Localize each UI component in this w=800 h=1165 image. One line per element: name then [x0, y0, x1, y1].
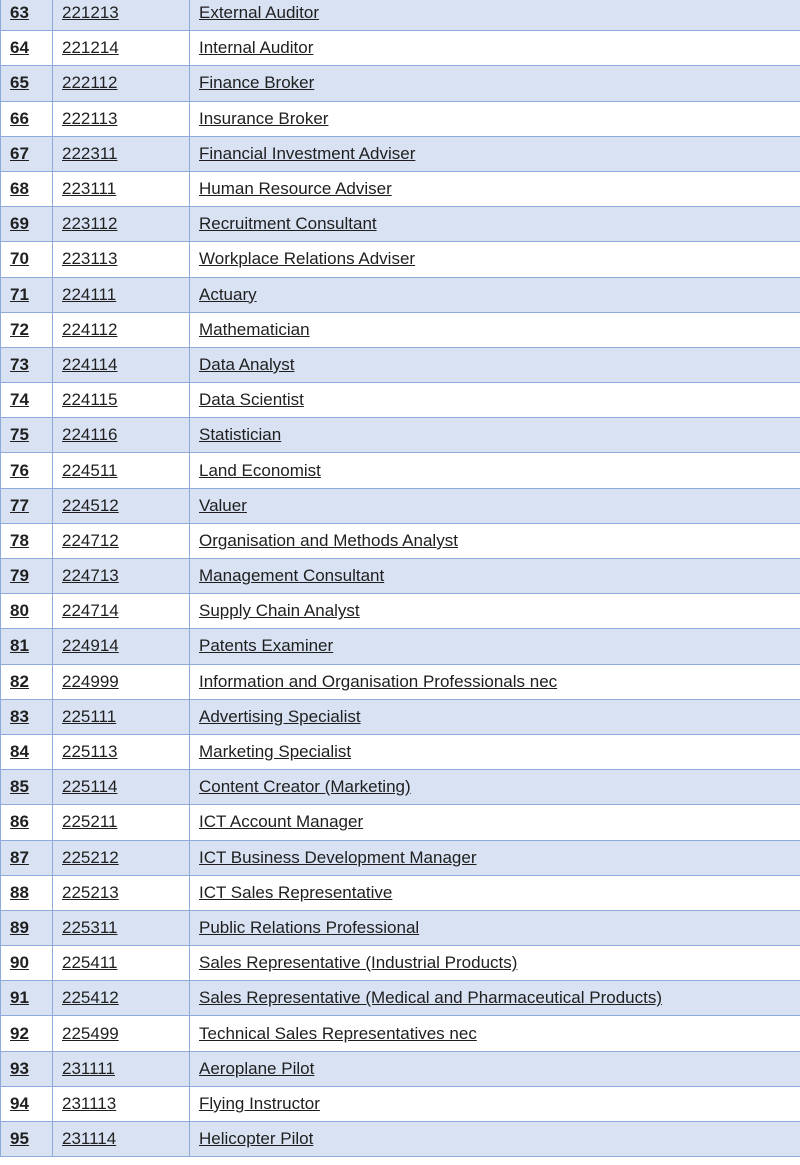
occupation-code-link[interactable]: 225111 — [62, 706, 117, 726]
table-row — [1, 136, 800, 171]
row-number-cell — [1, 453, 53, 488]
occupation-code-link[interactable]: 224112 — [62, 319, 118, 339]
occupation-name-link[interactable]: Organisation and Methods Analyst — [199, 530, 458, 550]
occupation-name-link[interactable]: Flying Instructor — [199, 1093, 320, 1113]
table-row — [1, 0, 800, 31]
row-number-link[interactable]: 75 — [10, 425, 29, 445]
row-number-cell — [1, 347, 53, 382]
occupation-code-link[interactable]: 231114 — [62, 1129, 117, 1149]
row-number-cell — [1, 312, 53, 347]
row-number-link[interactable]: 71 — [10, 284, 29, 304]
occupation-code-link[interactable]: 225311 — [62, 917, 118, 937]
occupation-name-cell — [190, 734, 800, 769]
row-number-cell — [1, 594, 53, 629]
occupation-code-link[interactable]: 224115 — [62, 390, 118, 410]
occupation-name-cell — [190, 312, 800, 347]
row-number-link[interactable]: 78 — [10, 530, 29, 550]
occupation-name-link[interactable]: Financial Investment Adviser — [199, 143, 416, 163]
table-row — [1, 418, 800, 453]
table-row — [1, 171, 800, 206]
row-number-cell — [1, 171, 53, 206]
row-number-link[interactable]: 69 — [10, 214, 29, 234]
table-row — [1, 910, 800, 945]
occupation-code-link[interactable]: 221213 — [62, 3, 119, 23]
row-number-cell — [1, 31, 53, 66]
occupation-name-cell — [190, 699, 800, 734]
occupation-name-cell — [190, 594, 800, 629]
occupation-name-link[interactable]: Workplace Relations Adviser — [199, 249, 416, 269]
occupation-name-cell — [190, 523, 800, 558]
row-number-link[interactable]: 64 — [10, 38, 29, 58]
row-number-link[interactable]: 90 — [10, 953, 29, 973]
occupation-code-link[interactable]: 225212 — [62, 847, 119, 867]
occupation-code-cell — [53, 523, 190, 558]
table-row — [1, 946, 800, 981]
occupation-code-link[interactable]: 225213 — [62, 882, 119, 902]
row-number-link[interactable]: 77 — [10, 495, 29, 515]
row-number-link[interactable]: 82 — [10, 671, 29, 691]
table-row — [1, 347, 800, 382]
table-row — [1, 770, 800, 805]
occupation-name-link[interactable]: Mathematician — [199, 319, 310, 339]
table-row — [1, 664, 800, 699]
occupation-code-link[interactable]: 223113 — [62, 249, 118, 269]
occupation-name-cell — [190, 207, 800, 242]
occupation-name-link[interactable]: Land Economist — [199, 460, 321, 480]
row-number-link[interactable]: 94 — [10, 1093, 29, 1113]
table-row — [1, 31, 800, 66]
row-number-cell — [1, 383, 53, 418]
occupation-name-link[interactable]: Insurance Broker — [199, 108, 329, 128]
occupation-code-link[interactable]: 224116 — [62, 425, 118, 445]
occupation-name-cell — [190, 136, 800, 171]
row-number-cell — [1, 910, 53, 945]
row-number-link[interactable]: 84 — [10, 742, 29, 762]
occupation-name-link[interactable]: Data Scientist — [199, 390, 304, 410]
occupation-name-link[interactable]: External Auditor — [199, 3, 320, 23]
occupation-code-cell — [53, 101, 190, 136]
occupation-code-cell — [53, 347, 190, 382]
occupation-code-cell — [53, 488, 190, 523]
occupation-code-link[interactable]: 224114 — [62, 354, 118, 374]
occupation-code-link[interactable]: 224713 — [62, 566, 119, 586]
occupation-name-cell — [190, 910, 800, 945]
row-number-link[interactable]: 73 — [10, 354, 29, 374]
occupation-name-cell — [190, 1122, 800, 1157]
occupation-code-cell — [53, 699, 190, 734]
occupation-name-cell — [190, 31, 800, 66]
occupation-code-cell — [53, 31, 190, 66]
occupation-name-cell — [190, 0, 800, 31]
occupation-name-link[interactable]: ICT Business Development Manager — [199, 847, 477, 867]
occupation-code-cell — [53, 312, 190, 347]
occupation-code-cell — [53, 66, 190, 101]
occupation-name-cell — [190, 418, 800, 453]
occupation-name-link[interactable]: Helicopter Pilot — [199, 1129, 314, 1149]
occupation-name-cell — [190, 981, 800, 1016]
occupation-name-cell — [190, 875, 800, 910]
occupation-code-link[interactable]: 222311 — [62, 143, 118, 163]
row-number-link[interactable]: 86 — [10, 812, 29, 832]
occupation-name-link[interactable]: Information and Organisation Professionals nec — [199, 671, 558, 691]
occupation-name-link[interactable]: Human Resource Adviser — [199, 179, 392, 199]
table-row — [1, 981, 800, 1016]
occupation-code-cell — [53, 453, 190, 488]
row-number-link[interactable]: 88 — [10, 882, 29, 902]
occupation-code-cell — [53, 1016, 190, 1051]
occupation-code-cell — [53, 629, 190, 664]
row-number-link[interactable]: 76 — [10, 460, 29, 480]
row-number-cell — [1, 1086, 53, 1121]
table-row — [1, 1016, 800, 1051]
row-number-cell — [1, 946, 53, 981]
occupation-code-cell — [53, 171, 190, 206]
table-row — [1, 805, 800, 840]
occupation-code-cell — [53, 559, 190, 594]
occupation-code-link[interactable]: 223111 — [62, 179, 117, 199]
row-number-cell — [1, 523, 53, 558]
occupation-name-link[interactable]: Actuary — [199, 284, 257, 304]
occupation-code-link[interactable]: 231111 — [62, 1058, 115, 1078]
occupation-code-cell — [53, 1122, 190, 1157]
occupation-name-cell — [190, 770, 800, 805]
occupation-name-link[interactable]: Sales Representative (Industrial Products) — [199, 953, 518, 973]
occupation-name-cell — [190, 946, 800, 981]
row-number-cell — [1, 207, 53, 242]
table-row — [1, 101, 800, 136]
occupation-code-link[interactable]: 224999 — [62, 671, 119, 691]
occupation-code-cell — [53, 875, 190, 910]
row-number-cell — [1, 1016, 53, 1051]
table-row — [1, 559, 800, 594]
row-number-link[interactable]: 87 — [10, 847, 29, 867]
occupation-code-link[interactable]: 224511 — [62, 460, 118, 480]
occupation-code-link[interactable]: 225499 — [62, 1023, 119, 1043]
table-row — [1, 734, 800, 769]
occupation-name-link[interactable]: Advertising Specialist — [199, 706, 361, 726]
row-number-link[interactable]: 68 — [10, 179, 29, 199]
row-number-cell — [1, 629, 53, 664]
occupation-name-link[interactable]: ICT Account Manager — [199, 812, 364, 832]
occupation-code-cell — [53, 242, 190, 277]
occupation-name-cell — [190, 840, 800, 875]
occupation-name-cell — [190, 1051, 800, 1086]
row-number-cell — [1, 559, 53, 594]
row-number-link[interactable]: 95 — [10, 1129, 29, 1149]
table-row — [1, 594, 800, 629]
table-row — [1, 453, 800, 488]
occupation-code-link[interactable]: 231113 — [62, 1093, 117, 1113]
row-number-link[interactable]: 74 — [10, 390, 29, 410]
table-row — [1, 1122, 800, 1157]
row-number-cell — [1, 1122, 53, 1157]
row-number-cell — [1, 242, 53, 277]
occupation-code-cell — [53, 664, 190, 699]
table-row — [1, 523, 800, 558]
table-row — [1, 1086, 800, 1121]
row-number-link[interactable]: 67 — [10, 143, 29, 163]
occupation-name-cell — [190, 1086, 800, 1121]
row-number-cell — [1, 66, 53, 101]
occupation-name-link[interactable]: Content Creator (Marketing) — [199, 777, 411, 797]
occupation-name-cell — [190, 559, 800, 594]
table-row — [1, 383, 800, 418]
occupation-code-link[interactable]: 221214 — [62, 38, 119, 58]
occupation-code-cell — [53, 594, 190, 629]
row-number-cell — [1, 805, 53, 840]
occupation-name-link[interactable]: Recruitment Consultant — [199, 214, 377, 234]
table-row — [1, 66, 800, 101]
occupation-name-cell — [190, 101, 800, 136]
occupation-name-cell — [190, 171, 800, 206]
occupation-name-cell — [190, 453, 800, 488]
occupation-name-link[interactable]: Aeroplane Pilot — [199, 1058, 315, 1078]
row-number-link[interactable]: 81 — [10, 636, 29, 656]
table-row — [1, 207, 800, 242]
occupation-code-cell — [53, 770, 190, 805]
row-number-link[interactable]: 92 — [10, 1023, 29, 1043]
occupation-name-cell — [190, 805, 800, 840]
occupation-name-link[interactable]: ICT Sales Representative — [199, 882, 393, 902]
occupation-code-cell — [53, 910, 190, 945]
occupation-code-cell — [53, 981, 190, 1016]
occupation-name-cell — [190, 277, 800, 312]
occupation-name-link[interactable]: Sales Representative (Medical and Pharmaceutical Products) — [199, 988, 663, 1008]
row-number-cell — [1, 734, 53, 769]
row-number-cell — [1, 664, 53, 699]
occupation-name-cell — [190, 242, 800, 277]
occupation-name-cell — [190, 488, 800, 523]
occupation-code-cell — [53, 734, 190, 769]
row-number-cell — [1, 699, 53, 734]
row-number-cell — [1, 1051, 53, 1086]
occupation-name-link[interactable]: Internal Auditor — [199, 38, 314, 58]
occupation-code-link[interactable]: 224914 — [62, 636, 119, 656]
row-number-link[interactable]: 72 — [10, 319, 29, 339]
occupation-code-cell — [53, 1051, 190, 1086]
occupation-code-link[interactable]: 222112 — [62, 73, 118, 93]
occupation-code-link[interactable]: 222113 — [62, 108, 118, 128]
row-number-link[interactable]: 79 — [10, 566, 29, 586]
row-number-cell — [1, 101, 53, 136]
row-number-cell — [1, 875, 53, 910]
occupation-name-link[interactable]: Valuer — [199, 495, 247, 515]
table-row — [1, 699, 800, 734]
row-number-cell — [1, 0, 53, 31]
occupation-name-link[interactable]: Management Consultant — [199, 566, 385, 586]
table-row — [1, 312, 800, 347]
occupation-code-link[interactable]: 223112 — [62, 214, 118, 234]
occupation-name-cell — [190, 1016, 800, 1051]
occupation-code-cell — [53, 840, 190, 875]
occupation-name-link[interactable]: Data Analyst — [199, 354, 295, 374]
occupation-code-link[interactable]: 224111 — [62, 284, 117, 304]
row-number-link[interactable]: 85 — [10, 777, 29, 797]
row-number-cell — [1, 136, 53, 171]
occupation-code-cell — [53, 207, 190, 242]
row-number-cell — [1, 488, 53, 523]
table-row — [1, 1051, 800, 1086]
row-number-link[interactable]: 91 — [10, 988, 29, 1008]
table-row — [1, 277, 800, 312]
occupation-name-link[interactable]: Supply Chain Analyst — [199, 601, 360, 621]
row-number-link[interactable]: 83 — [10, 706, 29, 726]
occupation-code-cell — [53, 418, 190, 453]
occupation-code-cell — [53, 383, 190, 418]
row-number-link[interactable]: 70 — [10, 249, 29, 269]
row-number-cell — [1, 277, 53, 312]
row-number-cell — [1, 770, 53, 805]
row-number-cell — [1, 981, 53, 1016]
row-number-cell — [1, 840, 53, 875]
occupation-name-cell — [190, 66, 800, 101]
occupation-name-link[interactable]: Finance Broker — [199, 73, 315, 93]
occupation-code-link[interactable]: 224714 — [62, 601, 119, 621]
occupation-code-link[interactable]: 225211 — [62, 812, 118, 832]
table-row — [1, 875, 800, 910]
occupation-code-cell — [53, 1086, 190, 1121]
row-number-link[interactable]: 80 — [10, 601, 29, 621]
occupation-name-link[interactable]: Statistician — [199, 425, 282, 445]
occupation-code-cell — [53, 136, 190, 171]
occupation-code-cell — [53, 0, 190, 31]
occupation-code-link[interactable]: 225113 — [62, 742, 118, 762]
table-row — [1, 242, 800, 277]
row-number-cell — [1, 418, 53, 453]
occupation-code-link[interactable]: 225411 — [62, 953, 118, 973]
occupation-code-link[interactable]: 225412 — [62, 988, 119, 1008]
table-row — [1, 629, 800, 664]
occupation-code-link[interactable]: 224712 — [62, 530, 119, 550]
occupation-name-link[interactable]: Technical Sales Representatives nec — [199, 1023, 477, 1043]
occupation-code-cell — [53, 805, 190, 840]
row-number-link[interactable]: 89 — [10, 917, 29, 937]
row-number-link[interactable]: 63 — [10, 3, 29, 23]
occupation-name-cell — [190, 383, 800, 418]
occupation-code-link[interactable]: 224512 — [62, 495, 119, 515]
occupation-code-link[interactable]: 225114 — [62, 777, 118, 797]
occupation-name-link[interactable]: Marketing Specialist — [199, 742, 352, 762]
occupation-name-cell — [190, 347, 800, 382]
occupation-code-cell — [53, 946, 190, 981]
row-number-link[interactable]: 65 — [10, 73, 29, 93]
table-row — [1, 840, 800, 875]
occupation-code-cell — [53, 277, 190, 312]
occupation-name-cell — [190, 629, 800, 664]
row-number-link[interactable]: 66 — [10, 108, 29, 128]
table-row — [1, 488, 800, 523]
row-number-link[interactable]: 93 — [10, 1058, 29, 1078]
occupation-table-body — [1, 0, 800, 1157]
occupation-name-cell — [190, 664, 800, 699]
occupation-name-link[interactable]: Public Relations Professional — [199, 917, 420, 937]
occupation-name-link[interactable]: Patents Examiner — [199, 636, 334, 656]
